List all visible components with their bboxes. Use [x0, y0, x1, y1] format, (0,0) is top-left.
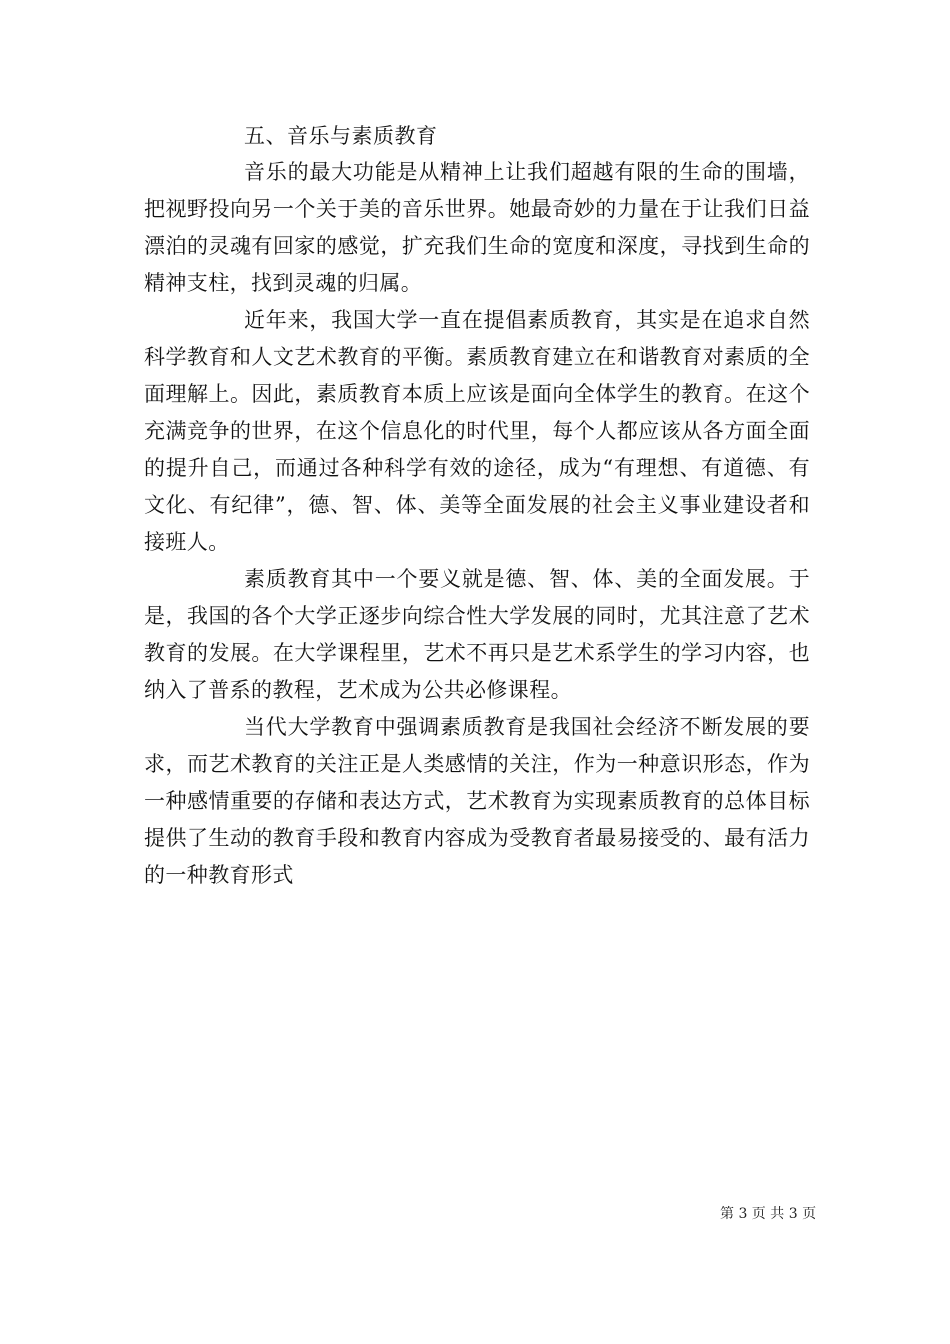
paragraph-art-education: 当代大学教育中强调素质教育是我国社会经济不断发展的要求，而艺术教育的关注正是人类感情的关注，作为一种意识形态，作为一种感情重要的存储和表达方式，艺术教育为实现素质教育的总体目标提供了生动的教育手段和教育内容成为受教育者最易接受的、最有活力的一种教育形式	[144, 715, 810, 887]
section-heading: 五、音乐与素质教育	[244, 124, 438, 148]
paragraph-all-round-development: 素质教育其中一个要义就是德、智、体、美的全面发展。于是，我国的各个大学正逐步向综合性大学发展的同时，尤其注意了艺术教育的发展。在大学课程里，艺术不再只是艺术系学生的学习内容，也纳入了普系的教程，艺术成为公共必修课程。	[144, 567, 810, 702]
paragraph-music-function: 音乐的最大功能是从精神上让我们超越有限的生命的围墙，把视野投向另一个关于美的音乐世界。她最奇妙的力量在于让我们日益漂泊的灵魂有回家的感觉，扩充我们生命的宽度和深度，寻找到生命的精神支柱，找到灵魂的归属。	[144, 160, 810, 295]
document-body	[144, 118, 810, 894]
paragraph-quality-education: 近年来，我国大学一直在提倡素质教育，其实是在追求自然科学教育和人文艺术教育的平衡。素质教育建立在和谐教育对素质的全面理解上。因此，素质教育本质上应该是面向全体学生的教育。在这个充满竞争的世界，在这个信息化的时代里，每个人都应该从各方面全面的提升自己，而通过各种科学有效的途径，成为“有理想、有道德、有文化、有纪律”，德、智、体、美等全面发展的社会主义事业建设者和接班人。	[144, 308, 810, 554]
page-number-footer: 第 3 页 共 3 页	[720, 1206, 817, 1222]
